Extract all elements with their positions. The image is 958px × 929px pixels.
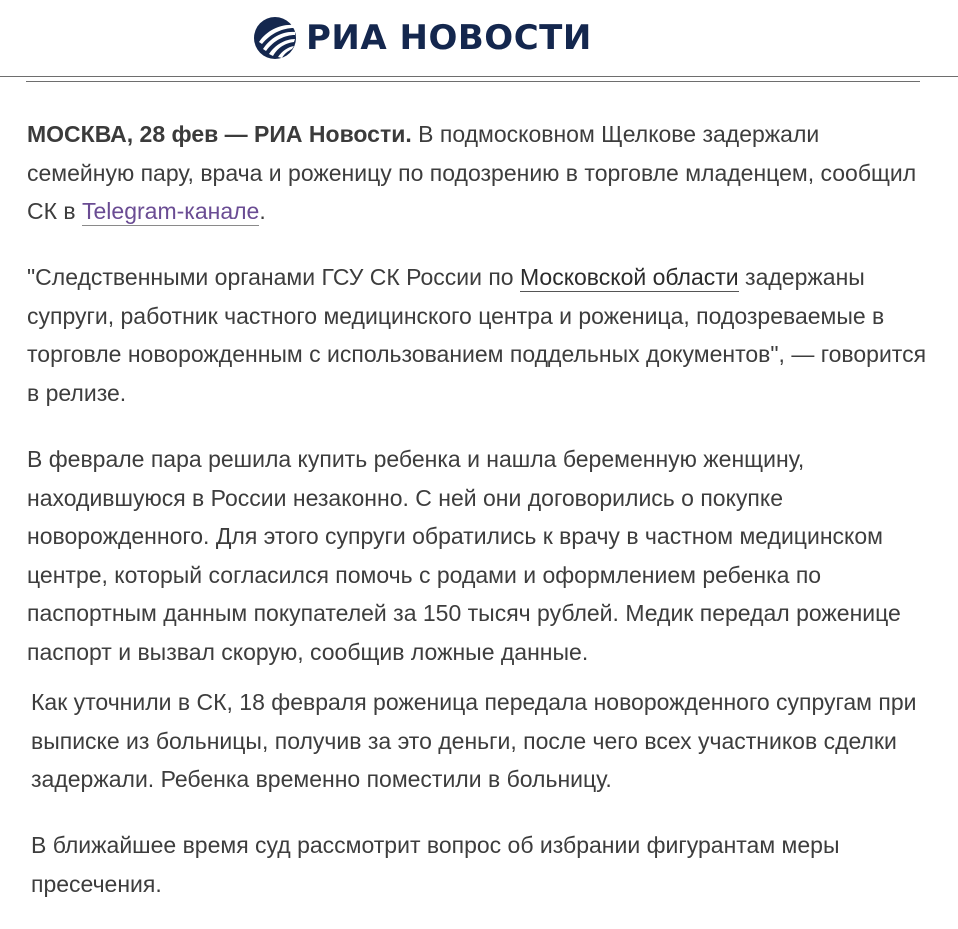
paragraph-text: задержаны супруги, работник частного медицинского центра и роженица, подозреваемые в торговле новорожденным с использованием поддельных документов", — говорится в релизе. (27, 264, 927, 406)
moscow-region-link[interactable]: Московской области (519, 264, 739, 290)
ria-globe-icon (253, 16, 297, 60)
paragraph-text: . (259, 198, 266, 225)
article-paragraph-5: В ближайшее время суд рассмотрит вопрос об избрании фигурантам меры пресечения. (31, 832, 840, 897)
article-paragraph-2 (27, 258, 927, 412)
dateline: МОСКВА, 28 фев — РИА Новости. (27, 121, 412, 147)
content-divider (26, 81, 920, 82)
site-header (0, 0, 958, 77)
telegram-channel-link[interactable]: Telegram-канале (82, 198, 260, 225)
article-paragraph-3: В феврале пара решила купить ребенка и нашла беременную женщину, находившуюся в России незаконно. С ней они договорились о покупке новорожденного. Для этого супруги обратились к врачу в частном медицинском центре, который согласился помочь с родами и оформлением ребенка по паспортным данным покупателей за 150 тысяч рублей. Медик передал роженице паспорт и вызвал скорую, сообщив ложные данные. (27, 446, 901, 665)
paragraph-text: "Следственными органами ГСУ СК России по (27, 264, 520, 290)
paragraph-text: В подмосковном Щелкове задержали семейную пару, врача и роженицу по подозрению в торговле младенцем, сообщил СК в (27, 121, 917, 225)
article-paragraph-4: Как уточнили в СК, 18 февраля роженица передала новорожденного супругам при выписке из больницы, получив за это деньги, после чего всех участников сделки задержали. Ребенка временно поместили в больницу. (31, 689, 917, 793)
ria-logo[interactable] (253, 16, 592, 60)
article-paragraph-1 (27, 115, 927, 231)
brand-title: РИА НОВОСТИ (306, 18, 592, 58)
